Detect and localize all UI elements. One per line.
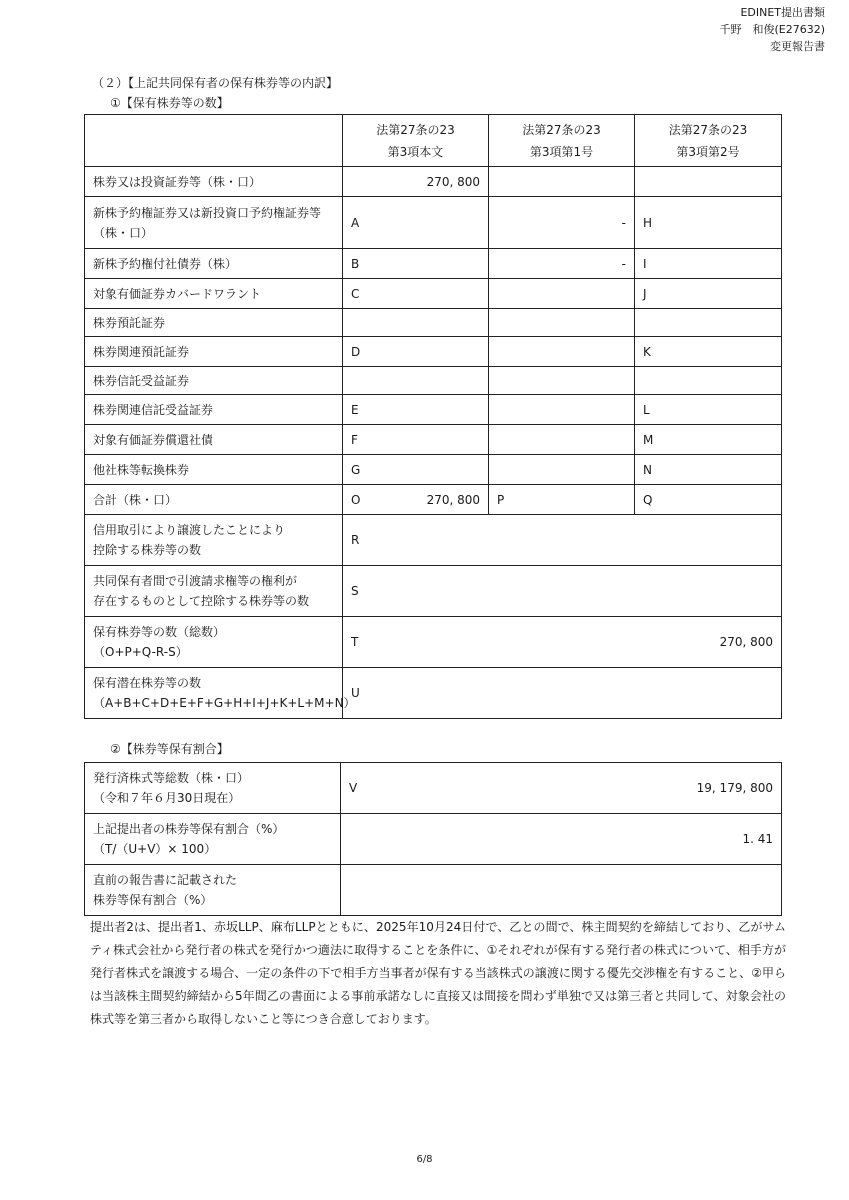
row-label-line: （T/（U+V）× 100） <box>93 842 217 856</box>
table-row <box>85 395 782 425</box>
cell-main-content <box>351 460 480 480</box>
cell-main <box>343 367 489 395</box>
cell-letter: B <box>351 256 360 271</box>
cell-wide-content <box>351 530 773 550</box>
row-label-line: 存在するものとして控除する株券等の数 <box>93 594 310 608</box>
cell-letter: A <box>351 215 360 230</box>
cell-item1 <box>489 455 635 485</box>
row-label <box>85 814 341 865</box>
cell-item1-content <box>497 213 626 233</box>
ratio-table <box>84 762 782 916</box>
cell-item1 <box>489 395 635 425</box>
cell-letter: N <box>643 462 652 477</box>
cell-item2 <box>635 279 782 309</box>
cell-letter: V <box>349 781 358 795</box>
cell-main-content <box>351 213 480 233</box>
row-label: 他社株等転換株券 <box>85 455 343 485</box>
cell-main <box>343 425 489 455</box>
cell-wide <box>343 668 782 719</box>
cell-letter: P <box>497 492 505 507</box>
page-number: 6/8 <box>416 1154 433 1165</box>
cell-item2 <box>635 197 782 249</box>
cell-item1 <box>489 309 635 337</box>
row-label-line: （令和７年６月30日現在） <box>93 791 241 805</box>
cell-value-wide-content <box>349 829 773 849</box>
header-line-1: EDINET提出書類 <box>740 6 825 19</box>
table-row-wide <box>85 515 782 566</box>
row-label-line: 上記提出者の株券等保有割合（%） <box>93 822 285 836</box>
row-label <box>85 566 343 617</box>
cell-main <box>343 455 489 485</box>
cell-main <box>343 249 489 279</box>
cell-item1 <box>489 167 635 197</box>
table-row <box>85 197 782 249</box>
cell-item2-content <box>643 490 773 510</box>
cell-value: 270, 800 <box>719 635 773 649</box>
cell-value: 270, 800 <box>426 174 480 189</box>
cell-item2 <box>635 395 782 425</box>
cell-value-wide-content <box>349 778 773 798</box>
cell-letter: F <box>351 432 358 447</box>
cell-wide-content <box>351 683 773 703</box>
row-label <box>85 668 356 719</box>
row-label: 株券信託受益証券 <box>85 367 343 395</box>
cell-item2 <box>635 309 782 337</box>
table-row <box>85 367 782 395</box>
table-row-wide <box>85 668 782 719</box>
row-label-line: 共同保有者間で引渡請求権等の権利が <box>93 574 298 588</box>
cell-item1 <box>489 425 635 455</box>
table-row <box>85 309 782 337</box>
header-empty-cell <box>85 115 343 167</box>
cell-letter: U <box>351 686 360 700</box>
cell-letter: H <box>643 215 653 230</box>
cell-item2-content <box>643 400 773 420</box>
cell-value: 19, 179, 800 <box>696 781 773 795</box>
cell-letter: O <box>351 492 361 507</box>
table-row-wide <box>85 617 782 668</box>
row-label: 株券関連信託受益証券 <box>85 395 343 425</box>
row-label-line: 株券等保有割合（%） <box>93 893 213 907</box>
cell-letter: Q <box>643 492 653 507</box>
header-col-item1: 法第27条の23 第3項第1号 <box>489 115 635 167</box>
table-row <box>85 763 782 814</box>
row-label: 株券関連預託証券 <box>85 337 343 367</box>
cell-wide-content <box>351 581 773 601</box>
table-row-wide <box>85 566 782 617</box>
row-label-line: 控除する株券等の数 <box>93 543 202 557</box>
cell-letter: G <box>351 462 361 477</box>
cell-wide-content <box>351 632 773 652</box>
cell-item1 <box>489 249 635 279</box>
row-label: 対象有価証券償還社債 <box>85 425 343 455</box>
cell-letter: L <box>643 402 650 417</box>
cell-letter: J <box>643 286 647 301</box>
cell-item1-content <box>497 490 626 510</box>
cell-main-content <box>351 430 480 450</box>
table-row <box>85 865 782 916</box>
row-label-line: 保有潜在株券等の数 <box>93 676 202 690</box>
cell-main <box>343 309 489 337</box>
cell-item1 <box>489 337 635 367</box>
row-label-line: （A+B+C+D+E+F+G+H+I+J+K+L+M+N） <box>93 696 356 710</box>
header-col-item2: 法第27条の23 第3項第2号 <box>635 115 782 167</box>
cell-main <box>343 485 489 515</box>
row-label <box>85 763 341 814</box>
cell-letter: T <box>351 635 359 649</box>
row-label: 新株予約権付社債券（株） <box>85 249 343 279</box>
header-line-3: 変更報告書 <box>770 40 825 53</box>
cell-item2-content <box>643 254 773 274</box>
row-label: 株券預託証券 <box>85 309 343 337</box>
cell-value-wide <box>341 814 782 865</box>
cell-main-content <box>351 490 480 510</box>
row-label: 合計（株・口） <box>85 485 343 515</box>
table-header-row <box>85 115 782 167</box>
cell-value: 270, 800 <box>426 492 480 507</box>
cell-item1 <box>489 279 635 309</box>
row-label-line: 発行済株式等総数（株・口） <box>93 771 250 785</box>
table-row <box>85 337 782 367</box>
row-label <box>85 515 343 566</box>
cell-letter: E <box>351 402 359 417</box>
cell-letter: I <box>643 256 647 271</box>
cell-item2 <box>635 485 782 515</box>
row-label-line: 直前の報告書に記載された <box>93 873 238 887</box>
table-row <box>85 279 782 309</box>
cell-item2-content <box>643 430 773 450</box>
document-header <box>719 4 825 55</box>
cell-letter: S <box>351 584 359 598</box>
cell-item2 <box>635 367 782 395</box>
cell-item2 <box>635 249 782 279</box>
holdings-table <box>84 114 782 719</box>
table-row <box>85 167 782 197</box>
table-row <box>85 425 782 455</box>
ratio-title: ②【株券等保有割合】 <box>110 742 229 756</box>
cell-letter: D <box>351 344 361 359</box>
cell-wide <box>343 617 782 668</box>
cell-item2-content <box>643 460 773 480</box>
cell-letter: R <box>351 533 360 547</box>
table-row <box>85 249 782 279</box>
cell-main <box>343 167 489 197</box>
row-label <box>85 617 343 668</box>
cell-main-content <box>351 284 480 304</box>
cell-wide <box>343 566 782 617</box>
cell-item1 <box>489 367 635 395</box>
row-label: 新株予約権証券又は新投資口予約権証券等（株・口） <box>85 197 343 249</box>
row-label-line: （O+P+Q-R-S） <box>93 645 188 659</box>
cell-main-content <box>351 400 480 420</box>
table-row <box>85 485 782 515</box>
header-col-main: 法第27条の23 第3項本文 <box>343 115 489 167</box>
cell-item2 <box>635 337 782 367</box>
row-label: 株券又は投資証券等（株・口） <box>85 167 343 197</box>
cell-item2-content <box>643 284 773 304</box>
row-label-line: 保有株券等の数（総数） <box>93 625 226 639</box>
cell-item2 <box>635 455 782 485</box>
cell-main <box>343 197 489 249</box>
section-title: （２）【上記共同保有者の保有株券等の内訳】 <box>92 76 339 90</box>
holdings-title: ①【保有株券等の数】 <box>110 96 229 110</box>
table-row <box>85 814 782 865</box>
cell-item2-content <box>643 342 773 362</box>
cell-wide <box>343 515 782 566</box>
cell-letter: M <box>643 432 654 447</box>
row-label <box>85 865 341 916</box>
header-line-2: 千野 和俊(E27632) <box>719 23 825 36</box>
cell-item2 <box>635 425 782 455</box>
cell-main <box>343 279 489 309</box>
cell-main-content <box>351 172 480 192</box>
row-label-line: 信用取引により譲渡したことにより <box>93 523 286 537</box>
cell-item1 <box>489 197 635 249</box>
cell-main-content <box>351 342 480 362</box>
cell-main <box>343 395 489 425</box>
cell-value: - <box>621 256 626 271</box>
cell-letter: C <box>351 286 360 301</box>
cell-value: 1. 41 <box>742 832 773 846</box>
cell-value-wide <box>341 865 782 916</box>
table-row <box>85 455 782 485</box>
remarks-text: 提出者2は、提出者1、赤坂LLP、麻布LLPとともに、2025年10月24日付で、乙との間で、株主間契約を締結しており、乙がサムティ株式会社から発行者の株式を発行かつ適法に取得することを条件に、①それぞれが保有する発行者の株式について、相手方が発行者株式を譲渡する場合、一定の条件の下で相手方当事者が保有する当該株式の譲渡に関する優先交渉権を有すること、②甲らは当該株主間契約締結から5年間乙の書面による事前承諾なしに直接又は間接を問わず単独で又は第三者と共同して、対象会社の株式等を第三者から取得しないこと等につき合意しております。 <box>90 920 786 1026</box>
cell-main <box>343 337 489 367</box>
cell-item2 <box>635 167 782 197</box>
cell-letter: K <box>643 344 651 359</box>
cell-item2-content <box>643 213 773 233</box>
cell-main-content <box>351 254 480 274</box>
cell-value-wide <box>341 763 782 814</box>
cell-item1-content <box>497 254 626 274</box>
row-label: 対象有価証券カバードワラント <box>85 279 343 309</box>
cell-value: - <box>621 215 626 230</box>
cell-item1 <box>489 485 635 515</box>
